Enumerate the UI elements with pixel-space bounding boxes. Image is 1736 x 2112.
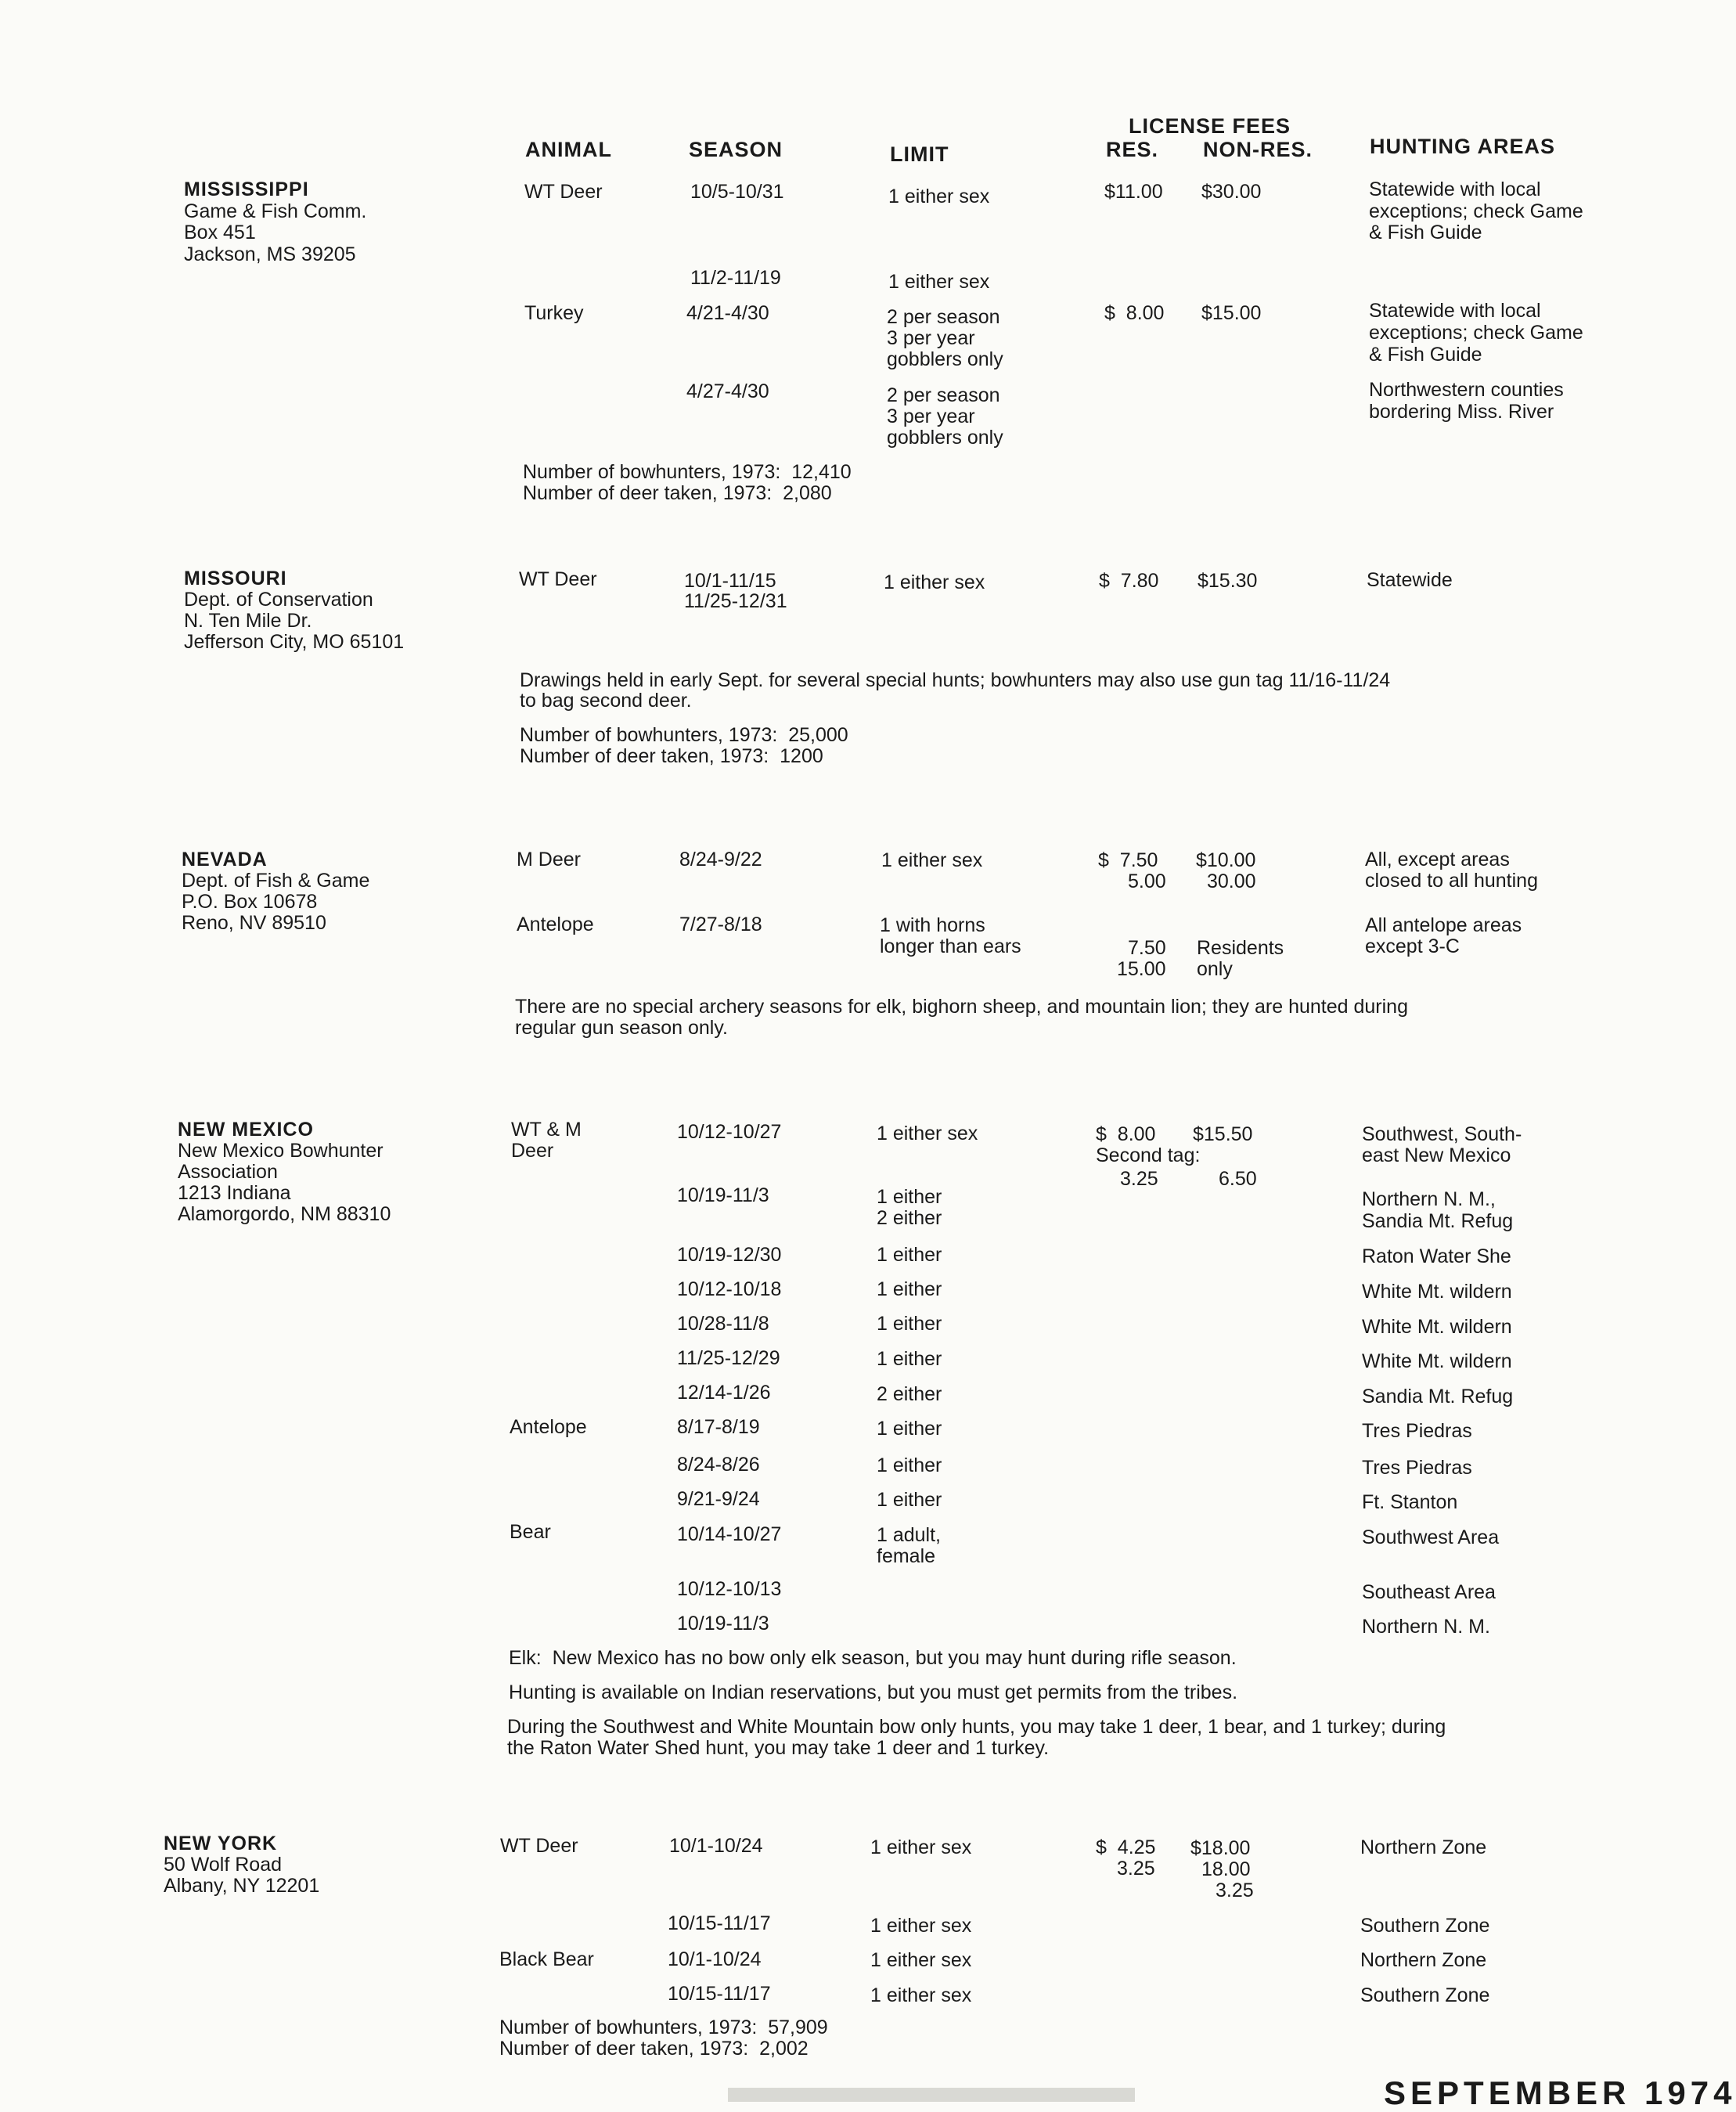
season-cell: 9/21-9/24: [677, 1488, 760, 1510]
agency-address: Game & Fish Comm.: [184, 200, 367, 222]
state-name-new-york: NEW YORK: [164, 1833, 278, 1854]
agency-address: Albany, NY 12201: [164, 1875, 320, 1897]
limit-cell: 1 either sex: [870, 1915, 972, 1937]
agency-address: New Mexico Bowhunter: [178, 1140, 384, 1162]
res-fee-cell: $ 8.00: [1104, 302, 1165, 324]
season-cell: 12/14-1/26: [677, 1382, 771, 1404]
area-cell: Raton Water She: [1362, 1245, 1511, 1267]
res-fee-cell: $ 7.80: [1099, 570, 1159, 592]
stat-bowhunters: Number of bowhunters, 1973: 25,000: [520, 724, 848, 746]
animal-cell: WT Deer: [524, 181, 603, 203]
res-fee-cell: 7.50: [1128, 937, 1166, 959]
res-fee-cell: $ 8.00: [1096, 1123, 1156, 1145]
limit-cell: 2 per season: [887, 306, 1000, 328]
area-cell: Statewide with local: [1369, 178, 1541, 200]
agency-address: Association: [178, 1161, 278, 1183]
state-name-nevada: NEVADA: [182, 849, 268, 870]
res-fee-cell: 5.00: [1128, 870, 1166, 892]
state-name-missouri: MISSOURI: [184, 568, 287, 589]
limit-cell: 1 either sex: [870, 1984, 972, 2006]
limit-cell: 1 either sex: [884, 571, 985, 593]
limit-cell: 1 either sex: [870, 1836, 972, 1858]
nonres-fee-cell: $10.00: [1196, 849, 1256, 871]
area-cell: Northwestern counties: [1369, 379, 1564, 401]
area-cell: Tres Piedras: [1362, 1457, 1472, 1479]
nonres-fee-cell: 3.25: [1216, 1880, 1254, 1901]
res-fee-cell: 15.00: [1117, 958, 1166, 980]
limit-cell: 1 either: [877, 1278, 942, 1300]
note-text: to bag second deer.: [520, 690, 692, 712]
area-cell: White Mt. wildern: [1362, 1281, 1512, 1303]
note-text: the Raton Water Shed hunt, you may take 1 deer and 1 turkey.: [507, 1737, 1050, 1759]
note-text: Drawings held in early Sept. for several special hunts; bowhunters may also use gun tag 11/16-11/24: [520, 669, 1391, 691]
res-fee-cell: 3.25: [1117, 1858, 1155, 1880]
limit-cell: 2 either: [877, 1207, 942, 1229]
area-cell: Northern N. M.,: [1362, 1188, 1496, 1210]
limit-cell: longer than ears: [880, 935, 1021, 957]
area-cell: bordering Miss. River: [1369, 401, 1554, 423]
limit-cell: 3 per year: [887, 405, 975, 427]
agency-address: 50 Wolf Road: [164, 1854, 283, 1876]
agency-address: Jefferson City, MO 65101: [184, 631, 405, 653]
season-cell: 10/19-11/3: [677, 1613, 769, 1634]
area-cell: All, except areas: [1365, 849, 1510, 870]
animal-cell: Black Bear: [499, 1948, 594, 1970]
area-cell: Northern Zone: [1360, 1949, 1487, 1971]
season-cell: 11/25-12/29: [677, 1347, 780, 1369]
animal-cell: Turkey: [524, 302, 584, 324]
season-cell: 10/15-11/17: [668, 1912, 771, 1934]
season-cell: 4/21-4/30: [686, 302, 769, 324]
limit-cell: 1 adult,: [877, 1524, 942, 1546]
nonres-fee-cell: only: [1197, 958, 1233, 980]
area-cell: Statewide: [1367, 569, 1453, 591]
header-res: RES.: [1106, 138, 1159, 161]
area-cell: Southeast Area: [1362, 1581, 1496, 1603]
stat-bowhunters: Number of bowhunters, 1973: 57,909: [499, 2016, 828, 2038]
area-cell: east New Mexico: [1362, 1144, 1511, 1166]
limit-cell: female: [877, 1545, 936, 1567]
area-cell: Tres Piedras: [1362, 1420, 1472, 1442]
stat-deer-taken: Number of deer taken, 1973: 2,080: [523, 482, 832, 504]
season-cell: 10/1-10/24: [669, 1835, 763, 1857]
limit-cell: 1 either: [877, 1186, 942, 1208]
area-cell: Ft. Stanton: [1362, 1491, 1458, 1513]
stat-bowhunters: Number of bowhunters, 1973: 12,410: [523, 461, 852, 483]
note-text: Hunting is available on Indian reservations, but you must get permits from the tribes.: [509, 1681, 1238, 1703]
nonres-fee-cell: $15.30: [1198, 570, 1258, 592]
animal-cell: Antelope: [510, 1416, 587, 1438]
res-fee-cell: 3.25: [1120, 1168, 1158, 1190]
area-cell: exceptions; check Game: [1369, 322, 1583, 344]
season-cell: 8/24-8/26: [677, 1454, 760, 1476]
area-cell: All antelope areas: [1365, 914, 1522, 936]
area-cell: White Mt. wildern: [1362, 1350, 1512, 1372]
note-text: Elk: New Mexico has no bow only elk season, but you may hunt during rifle season.: [509, 1647, 1237, 1669]
limit-cell: 1 either sex: [877, 1123, 978, 1144]
agency-address: N. Ten Mile Dr.: [184, 610, 312, 632]
res-fee-cell: $ 4.25: [1096, 1836, 1156, 1858]
area-cell: Statewide with local: [1369, 300, 1541, 322]
header-animal: ANIMAL: [525, 138, 612, 161]
state-name-mississippi: MISSISSIPPI: [184, 178, 309, 200]
nonres-fee-cell: 18.00: [1201, 1858, 1251, 1880]
agency-address: P.O. Box 10678: [182, 891, 318, 913]
area-cell: Southwest Area: [1362, 1526, 1500, 1548]
nonres-fee-cell: Residents: [1197, 937, 1284, 959]
season-cell: 10/15-11/17: [668, 1983, 771, 2005]
season-cell: 11/2-11/19: [690, 267, 781, 289]
season-cell: 4/27-4/30: [686, 380, 769, 402]
limit-cell: 1 either sex: [870, 1949, 972, 1971]
agency-address: Dept. of Conservation: [184, 589, 373, 611]
agency-address: Jackson, MS 39205: [184, 243, 356, 265]
scan-shadow: [728, 2088, 1135, 2102]
limit-cell: 1 with horns: [880, 914, 985, 936]
state-name-new-mexico: NEW MEXICO: [178, 1119, 314, 1141]
stat-deer-taken: Number of deer taken, 1973: 1200: [520, 745, 823, 767]
area-cell: White Mt. wildern: [1362, 1316, 1512, 1338]
header-hunting-areas: HUNTING AREAS: [1370, 135, 1556, 158]
nonres-fee-cell: $30.00: [1201, 181, 1262, 203]
animal-cell: Bear: [510, 1521, 551, 1543]
area-cell: Southwest, South-: [1362, 1123, 1522, 1145]
area-cell: closed to all hunting: [1365, 870, 1538, 892]
area-cell: exceptions; check Game: [1369, 200, 1583, 222]
animal-cell: WT Deer: [519, 568, 597, 590]
area-cell: & Fish Guide: [1369, 344, 1482, 366]
area-cell: Southern Zone: [1360, 1915, 1490, 1937]
animal-cell: WT Deer: [500, 1835, 578, 1857]
agency-address: Reno, NV 89510: [182, 912, 326, 934]
animal-cell: Deer: [511, 1140, 554, 1162]
season-cell: 10/1-10/24: [668, 1948, 762, 1970]
limit-cell: 2 per season: [887, 384, 1000, 406]
nonres-fee-cell: 6.50: [1219, 1168, 1257, 1190]
limit-cell: 1 either sex: [888, 186, 990, 207]
area-cell: Southern Zone: [1360, 1984, 1490, 2006]
limit-cell: 1 either: [877, 1313, 942, 1335]
footer-month: SEPTEMBER 1974: [1384, 2074, 1736, 2111]
season-cell: 10/12-10/13: [677, 1578, 782, 1600]
agency-address: Box 451: [184, 222, 256, 243]
header-limit: LIMIT: [890, 142, 949, 166]
nonres-fee-cell: $15.00: [1201, 302, 1262, 324]
header-nonres: NON-RES.: [1203, 138, 1313, 161]
area-cell: Northern Zone: [1360, 1836, 1487, 1858]
limit-cell: 1 either: [877, 1418, 942, 1440]
limit-cell: 1 either: [877, 1454, 942, 1476]
season-cell: 10/28-11/8: [677, 1313, 769, 1335]
limit-cell: 1 either sex: [881, 849, 983, 871]
season-cell: 10/1-11/15: [684, 570, 776, 592]
area-cell: except 3-C: [1365, 935, 1460, 957]
limit-cell: 2 either: [877, 1383, 942, 1405]
season-cell: 10/12-10/27: [677, 1121, 782, 1143]
res-fee-cell: $ 7.50: [1098, 849, 1158, 871]
limit-cell: 1 either: [877, 1489, 942, 1511]
season-cell: 10/12-10/18: [677, 1278, 782, 1300]
animal-cell: WT & M: [511, 1119, 582, 1141]
limit-cell: 1 either sex: [888, 271, 990, 293]
limit-cell: gobblers only: [887, 427, 1003, 449]
agency-address: Alamorgordo, NM 88310: [178, 1203, 391, 1225]
note-text: regular gun season only.: [515, 1017, 728, 1039]
limit-cell: 3 per year: [887, 327, 975, 349]
area-cell: Sandia Mt. Refug: [1362, 1210, 1514, 1232]
header-season: SEASON: [689, 138, 783, 161]
animal-cell: Antelope: [517, 914, 594, 935]
limit-cell: gobblers only: [887, 348, 1003, 370]
area-cell: Northern N. M.: [1362, 1616, 1490, 1638]
nonres-fee-cell: $15.50: [1193, 1123, 1253, 1145]
note-text: There are no special archery seasons for elk, bighorn sheep, and mountain lion; they are hunted during: [515, 996, 1408, 1018]
header-license-fees: LICENSE FEES: [1129, 114, 1291, 138]
limit-cell: 1 either: [877, 1244, 942, 1266]
res-fee-cell: $11.00: [1104, 181, 1163, 203]
season-cell: 8/17-8/19: [677, 1416, 760, 1438]
season-cell: 10/5-10/31: [690, 181, 784, 203]
second-tag-label: Second tag:: [1096, 1144, 1201, 1166]
season-cell: 7/27-8/18: [679, 914, 762, 935]
season-cell: 8/24-9/22: [679, 849, 762, 870]
note-text: During the Southwest and White Mountain bow only hunts, you may take 1 deer, 1 bear, and 1 turkey; during: [507, 1716, 1446, 1738]
area-cell: Sandia Mt. Refug: [1362, 1386, 1514, 1407]
agency-address: 1213 Indiana: [178, 1182, 291, 1204]
season-cell: 11/25-12/31: [684, 590, 787, 612]
season-cell: 10/14-10/27: [677, 1523, 782, 1545]
nonres-fee-cell: $18.00: [1190, 1837, 1251, 1859]
stat-deer-taken: Number of deer taken, 1973: 2,002: [499, 2038, 809, 2060]
animal-cell: M Deer: [517, 849, 581, 870]
agency-address: Dept. of Fish & Game: [182, 870, 370, 892]
area-cell: & Fish Guide: [1369, 222, 1482, 243]
limit-cell: 1 either: [877, 1348, 942, 1370]
season-cell: 10/19-12/30: [677, 1244, 782, 1266]
season-cell: 10/19-11/3: [677, 1184, 769, 1206]
nonres-fee-cell: 30.00: [1207, 870, 1256, 892]
